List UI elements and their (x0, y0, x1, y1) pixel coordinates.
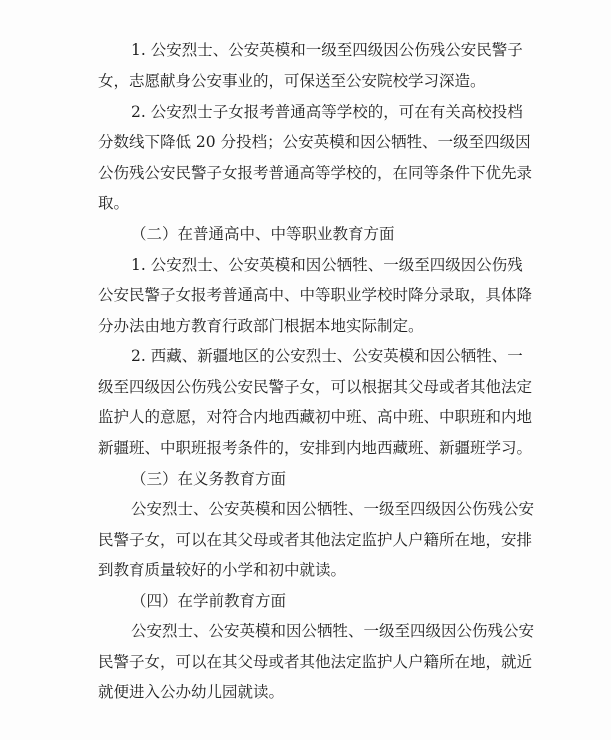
line-text: 2. 西藏、新疆地区的公安烈士、公安英模和因公牺牲、一 (131, 347, 523, 365)
paragraph-line (0, 39, 611, 61)
paragraph-line (0, 254, 611, 276)
line-text: 民警子女，可以在其父母或者其他法定监护人户籍所在地，安排 (98, 531, 533, 549)
paragraph-line (0, 70, 611, 92)
line-text: 分办法由地方教育行政部门根据本地实际制定。 (98, 317, 424, 335)
line-text: 公安民警子女报考普通高中、中等职业学校时降分录取，具体降 (98, 286, 533, 304)
section-heading (0, 468, 611, 490)
line-text: 取。 (98, 194, 130, 212)
paragraph-line (0, 620, 611, 642)
line-text: 级至四级因公伤残公安民警子女，可以根据其父母或者其他法定 (98, 378, 533, 396)
paragraph-line (0, 559, 611, 581)
heading-text: （三）在义务教育方面 (131, 470, 287, 488)
paragraph-line (0, 376, 611, 398)
heading-text: （四）在学前教育方面 (131, 592, 287, 610)
line-text: 公伤残公安民警子女报考普通高等学校的，在同等条件下优先录 (98, 164, 533, 182)
paragraph-line (0, 651, 611, 673)
section-heading (0, 223, 611, 245)
line-text: 监护人的意愿，对符合内地西藏初中班、高中班、中职班和内地 (98, 408, 533, 426)
paragraph-line (0, 284, 611, 306)
section-heading (0, 590, 611, 612)
line-text: 民警子女，可以在其父母或者其他法定监护人户籍所在地，就近 (98, 653, 533, 671)
line-text: 1. 公安烈士、公安英模和因公牺牲、一级至四级因公伤残 (131, 256, 523, 274)
line-text: 女，志愿献身公安事业的，可保送至公安院校学习深造。 (98, 72, 486, 90)
heading-text: （二）在普通高中、中等职业教育方面 (131, 225, 395, 243)
line-text: 分数线下降低 20 分投档；公安英模和因公牺牲、一级至四级因 (98, 133, 531, 151)
line-text: 公安烈士、公安英模和因公牺牲、一级至四级因公伤残公安 (131, 500, 535, 518)
line-text: 就便进入公办幼儿园就读。 (98, 683, 285, 701)
paragraph-line (0, 101, 611, 123)
paragraph-line (0, 345, 611, 367)
paragraph-line (0, 498, 611, 520)
line-text: 公安烈士、公安英模和因公牺牲、一级至四级因公伤残公安 (131, 622, 535, 640)
paragraph-line (0, 406, 611, 428)
paragraph-line (0, 437, 611, 459)
line-text: 1. 公安烈士、公安英模和一级至四级因公伤残公安民警子 (131, 41, 523, 59)
paragraph-line (0, 131, 611, 153)
line-text: 新疆班、中职班报考条件的，安排到内地西藏班、新疆班学习。 (98, 439, 533, 457)
paragraph-line (0, 529, 611, 551)
line-text: 到教育质量较好的小学和初中就读。 (98, 561, 347, 579)
paragraph-line (0, 681, 611, 703)
paragraph-line (0, 315, 611, 337)
paragraph-line (0, 162, 611, 184)
line-text: 2. 公安烈士子女报考普通高等学校的，可在有关高校投档 (131, 103, 523, 121)
paragraph-line (0, 192, 611, 214)
